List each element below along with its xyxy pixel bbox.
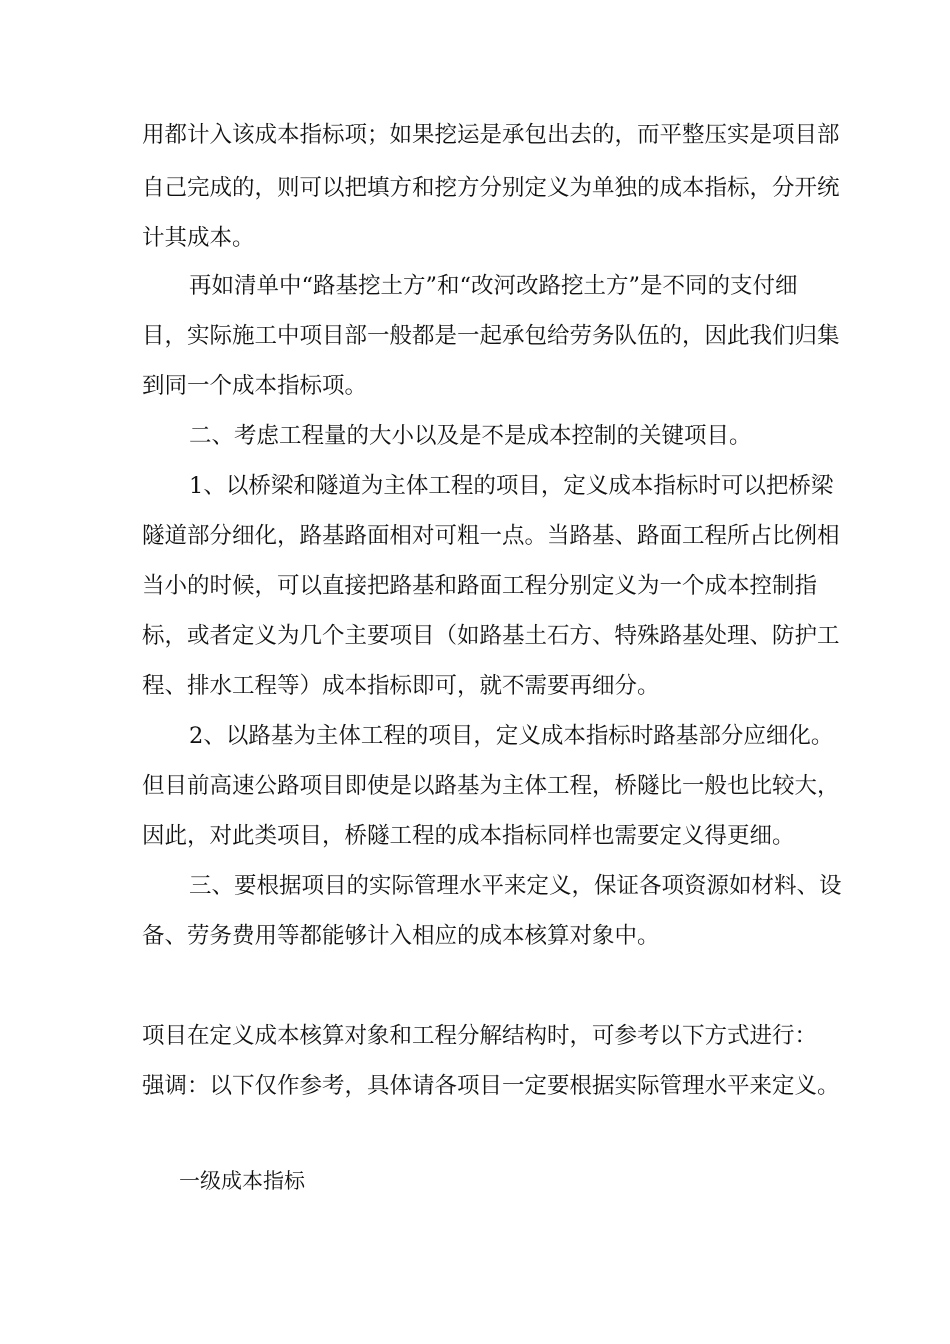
- paragraph-line: 自己完成的，则可以把填方和挖方分别定义为单独的成本指标，分开统: [142, 175, 840, 201]
- paragraph-line: 1、以桥梁和隧道为主体工程的项目，定义成本指标时可以把桥梁: [189, 473, 834, 499]
- paragraph-line: 到同一个成本指标项。: [142, 373, 368, 399]
- section-heading: 二、考虑工程量的大小以及是不是成本控制的关键项目。: [189, 423, 752, 449]
- paragraph-line: 再如清单中“路基挖土方”和“改河改路挖土方”是不同的支付细: [189, 273, 798, 299]
- paragraph-line: 但目前高速公路项目即使是以路基为主体工程，桥隧比一般也比较大，: [142, 773, 840, 799]
- paragraph-line: 目，实际施工中项目部一般都是一起承包给劳务队伍的，因此我们归集: [142, 323, 840, 349]
- paragraph-line: 用都计入该成本指标项；如果挖运是承包出去的，而平整压实是项目部: [142, 122, 840, 148]
- section-heading: 三、要根据项目的实际管理水平来定义，保证各项资源如材料、设: [189, 873, 842, 899]
- paragraph-line: 隧道部分细化，路基路面相对可粗一点。当路基、路面工程所占比例相: [142, 523, 840, 549]
- paragraph-line: 项目在定义成本核算对象和工程分解结构时，可参考以下方式进行：: [142, 1023, 818, 1049]
- paragraph-line: 2、以路基为主体工程的项目，定义成本指标时路基部分应细化。: [189, 723, 834, 749]
- paragraph-line: 标，或者定义为几个主要项目（如路基土石方、特殊路基处理、防护工: [142, 623, 840, 649]
- level-one-cost-indicator-heading: 一级成本指标: [179, 1169, 305, 1193]
- paragraph-line: 计其成本。: [142, 225, 255, 251]
- paragraph-line: 备、劳务费用等都能够计入相应的成本核算对象中。: [142, 923, 660, 949]
- emphasis-line: 强调：以下仅作参考，具体请各项目一定要根据实际管理水平来定义。: [142, 1073, 840, 1099]
- paragraph-line: 程、排水工程等）成本指标即可，就不需要再细分。: [142, 673, 660, 699]
- paragraph-line: 当小的时候，可以直接把路基和路面工程分别定义为一个成本控制指: [142, 573, 818, 599]
- paragraph-line: 因此，对此类项目，桥隧工程的成本指标同样也需要定义得更细。: [142, 823, 795, 849]
